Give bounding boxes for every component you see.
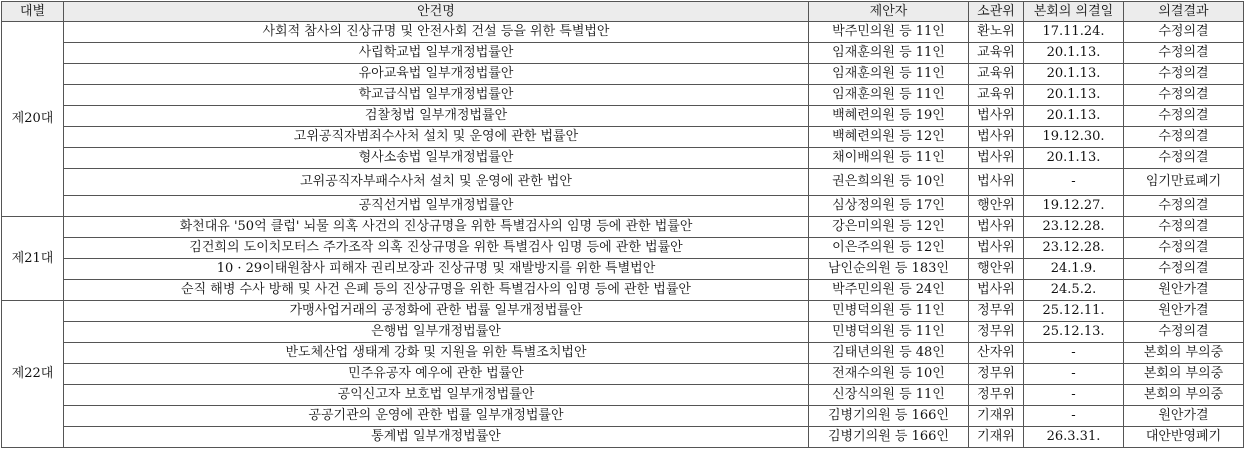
bill-name-cell: 고위공직자부패수사처 설치 및 운영에 관한 법안 xyxy=(64,169,809,196)
proposer-cell: 김병기의원 등 166인 xyxy=(809,427,969,448)
committee-cell: 정무위 xyxy=(969,364,1024,385)
plenary-date-cell: 25.12.11. xyxy=(1024,301,1124,322)
committee-cell: 교육위 xyxy=(969,64,1024,85)
table-row xyxy=(2,127,1244,148)
proposer-cell: 김태년의원 등 48인 xyxy=(809,343,969,364)
table-row xyxy=(2,364,1244,385)
plenary-date-cell: 23.12.28. xyxy=(1024,217,1124,238)
bill-name-cell: 통계법 일부개정법률안 xyxy=(64,427,809,448)
plenary-date-cell: - xyxy=(1024,343,1124,364)
table-row xyxy=(2,301,1244,322)
proposer-cell: 이은주의원 등 12인 xyxy=(809,238,969,259)
proposer-cell: 임재훈의원 등 11인 xyxy=(809,85,969,106)
result-cell: 수정의결 xyxy=(1124,148,1244,169)
result-cell: 수정의결 xyxy=(1124,196,1244,217)
era-cell: 제20대 xyxy=(2,22,64,217)
table-row xyxy=(2,148,1244,169)
proposer-cell: 신장식의원 등 11인 xyxy=(809,385,969,406)
plenary-date-cell: - xyxy=(1024,406,1124,427)
proposer-cell: 민병덕의원 등 11인 xyxy=(809,301,969,322)
col-header-plenary-date: 본회의 의결일 xyxy=(1024,2,1124,22)
committee-cell: 법사위 xyxy=(969,127,1024,148)
table-row xyxy=(2,64,1244,85)
plenary-date-cell: - xyxy=(1024,364,1124,385)
bill-name-cell: 형사소송법 일부개정법률안 xyxy=(64,148,809,169)
era-cell: 제21대 xyxy=(2,217,64,301)
proposer-cell: 권은희의원 등 10인 xyxy=(809,169,969,196)
committee-cell: 기재위 xyxy=(969,427,1024,448)
plenary-date-cell: 23.12.28. xyxy=(1024,238,1124,259)
plenary-date-cell: 20.1.13. xyxy=(1024,106,1124,127)
result-cell: 수정의결 xyxy=(1124,43,1244,64)
plenary-date-cell: 20.1.13. xyxy=(1024,64,1124,85)
table-row xyxy=(2,322,1244,343)
result-cell: 수정의결 xyxy=(1124,127,1244,148)
table-row xyxy=(2,385,1244,406)
table-row xyxy=(2,343,1244,364)
result-cell: 원안가결 xyxy=(1124,406,1244,427)
result-cell: 대안반영폐기 xyxy=(1124,427,1244,448)
result-cell: 본회의 부의중 xyxy=(1124,364,1244,385)
plenary-date-cell: 24.1.9. xyxy=(1024,259,1124,280)
table-row xyxy=(2,217,1244,238)
plenary-date-cell: 19.12.30. xyxy=(1024,127,1124,148)
era-cell: 제22대 xyxy=(2,301,64,448)
proposer-cell: 강은미의원 등 12인 xyxy=(809,217,969,238)
bill-name-cell: 화천대유 '50억 클럽' 뇌물 의혹 사건의 진상규명을 위한 특별검사의 임명 등에 관한 법률안 xyxy=(64,217,809,238)
plenary-date-cell: 20.1.13. xyxy=(1024,148,1124,169)
committee-cell: 교육위 xyxy=(969,43,1024,64)
proposer-cell: 남인순의원 등 183인 xyxy=(809,259,969,280)
bill-name-cell: 공직선거법 일부개정법률안 xyxy=(64,196,809,217)
result-cell: 수정의결 xyxy=(1124,238,1244,259)
bill-name-cell: 김건희의 도이치모터스 주가조작 의혹 진상규명을 위한 특별검사 임명 등에 관한 법률안 xyxy=(64,238,809,259)
col-header-era: 대별 xyxy=(2,2,64,22)
bill-name-cell: 고위공직자범죄수사처 설치 및 운영에 관한 법률안 xyxy=(64,127,809,148)
result-cell: 본회의 부의중 xyxy=(1124,343,1244,364)
table-row xyxy=(2,427,1244,448)
committee-cell: 환노위 xyxy=(969,22,1024,43)
col-header-result: 의결결과 xyxy=(1124,2,1244,22)
col-header-bill-name: 안건명 xyxy=(64,2,809,22)
plenary-date-cell: 24.5.2. xyxy=(1024,280,1124,301)
bill-name-cell: 유아교육법 일부개정법률안 xyxy=(64,64,809,85)
committee-cell: 법사위 xyxy=(969,148,1024,169)
committee-cell: 법사위 xyxy=(969,217,1024,238)
col-header-proposer: 제안자 xyxy=(809,2,969,22)
committee-cell: 법사위 xyxy=(969,238,1024,259)
result-cell: 임기만료폐기 xyxy=(1124,169,1244,196)
table-row xyxy=(2,196,1244,217)
col-header-committee: 소관위 xyxy=(969,2,1024,22)
result-cell: 수정의결 xyxy=(1124,64,1244,85)
table-row xyxy=(2,259,1244,280)
proposer-cell: 백혜련의원 등 19인 xyxy=(809,106,969,127)
bill-name-cell: 학교급식법 일부개정법률안 xyxy=(64,85,809,106)
result-cell: 본회의 부의중 xyxy=(1124,385,1244,406)
bill-name-cell: 순직 해병 수사 방해 및 사건 은폐 등의 진상규명을 위한 특별검사의 임명 등에 관한 법률안 xyxy=(64,280,809,301)
proposer-cell: 박주민의원 등 11인 xyxy=(809,22,969,43)
committee-cell: 정무위 xyxy=(969,322,1024,343)
proposer-cell: 채이배의원 등 11인 xyxy=(809,148,969,169)
result-cell: 수정의결 xyxy=(1124,217,1244,238)
proposer-cell: 박주민의원 등 24인 xyxy=(809,280,969,301)
plenary-date-cell: - xyxy=(1024,385,1124,406)
committee-cell: 법사위 xyxy=(969,106,1024,127)
committee-cell: 법사위 xyxy=(969,280,1024,301)
table-body xyxy=(2,22,1244,448)
table-row xyxy=(2,22,1244,43)
plenary-date-cell: 25.12.13. xyxy=(1024,322,1124,343)
bill-name-cell: 공익신고자 보호법 일부개정법률안 xyxy=(64,385,809,406)
proposer-cell: 임재훈의원 등 11인 xyxy=(809,43,969,64)
result-cell: 수정의결 xyxy=(1124,106,1244,127)
committee-cell: 행안위 xyxy=(969,259,1024,280)
header-row xyxy=(2,2,1244,22)
proposer-cell: 임재훈의원 등 11인 xyxy=(809,64,969,85)
table-row xyxy=(2,43,1244,64)
proposer-cell: 백혜련의원 등 12인 xyxy=(809,127,969,148)
table-row xyxy=(2,406,1244,427)
table-row xyxy=(2,280,1244,301)
proposer-cell: 김병기의원 등 166인 xyxy=(809,406,969,427)
committee-cell: 정무위 xyxy=(969,385,1024,406)
table-row xyxy=(2,106,1244,127)
bill-name-cell: 은행법 일부개정법률안 xyxy=(64,322,809,343)
bill-name-cell: 공공기관의 운영에 관한 법률 일부개정법률안 xyxy=(64,406,809,427)
plenary-date-cell: 26.3.31. xyxy=(1024,427,1124,448)
plenary-date-cell: 20.1.13. xyxy=(1024,43,1124,64)
result-cell: 원안가결 xyxy=(1124,301,1244,322)
bill-name-cell: 10 · 29이태원참사 피해자 권리보장과 진상규명 및 재발방지를 위한 특별법안 xyxy=(64,259,809,280)
table-row xyxy=(2,238,1244,259)
committee-cell: 교육위 xyxy=(969,85,1024,106)
committee-cell: 법사위 xyxy=(969,169,1024,196)
bill-name-cell: 사회적 참사의 진상규명 및 안전사회 건설 등을 위한 특별법안 xyxy=(64,22,809,43)
result-cell: 원안가결 xyxy=(1124,280,1244,301)
table-row xyxy=(2,169,1244,196)
bill-name-cell: 가맹사업거래의 공정화에 관한 법률 일부개정법률안 xyxy=(64,301,809,322)
result-cell: 수정의결 xyxy=(1124,85,1244,106)
result-cell: 수정의결 xyxy=(1124,322,1244,343)
plenary-date-cell: 17.11.24. xyxy=(1024,22,1124,43)
bill-name-cell: 검찰청법 일부개정법률안 xyxy=(64,106,809,127)
plenary-date-cell: 19.12.27. xyxy=(1024,196,1124,217)
bill-table xyxy=(1,1,1244,448)
bill-name-cell: 민주유공자 예우에 관한 법률안 xyxy=(64,364,809,385)
plenary-date-cell: 20.1.13. xyxy=(1024,85,1124,106)
result-cell: 수정의결 xyxy=(1124,22,1244,43)
proposer-cell: 민병덕의원 등 11인 xyxy=(809,322,969,343)
committee-cell: 정무위 xyxy=(969,301,1024,322)
proposer-cell: 전재수의원 등 10인 xyxy=(809,364,969,385)
committee-cell: 행안위 xyxy=(969,196,1024,217)
committee-cell: 산자위 xyxy=(969,343,1024,364)
plenary-date-cell: - xyxy=(1024,169,1124,196)
table-row xyxy=(2,85,1244,106)
proposer-cell: 심상정의원 등 17인 xyxy=(809,196,969,217)
bill-name-cell: 반도체산업 생태계 강화 및 지원을 위한 특별조치법안 xyxy=(64,343,809,364)
committee-cell: 기재위 xyxy=(969,406,1024,427)
result-cell: 수정의결 xyxy=(1124,259,1244,280)
bill-name-cell: 사립학교법 일부개정법률안 xyxy=(64,43,809,64)
